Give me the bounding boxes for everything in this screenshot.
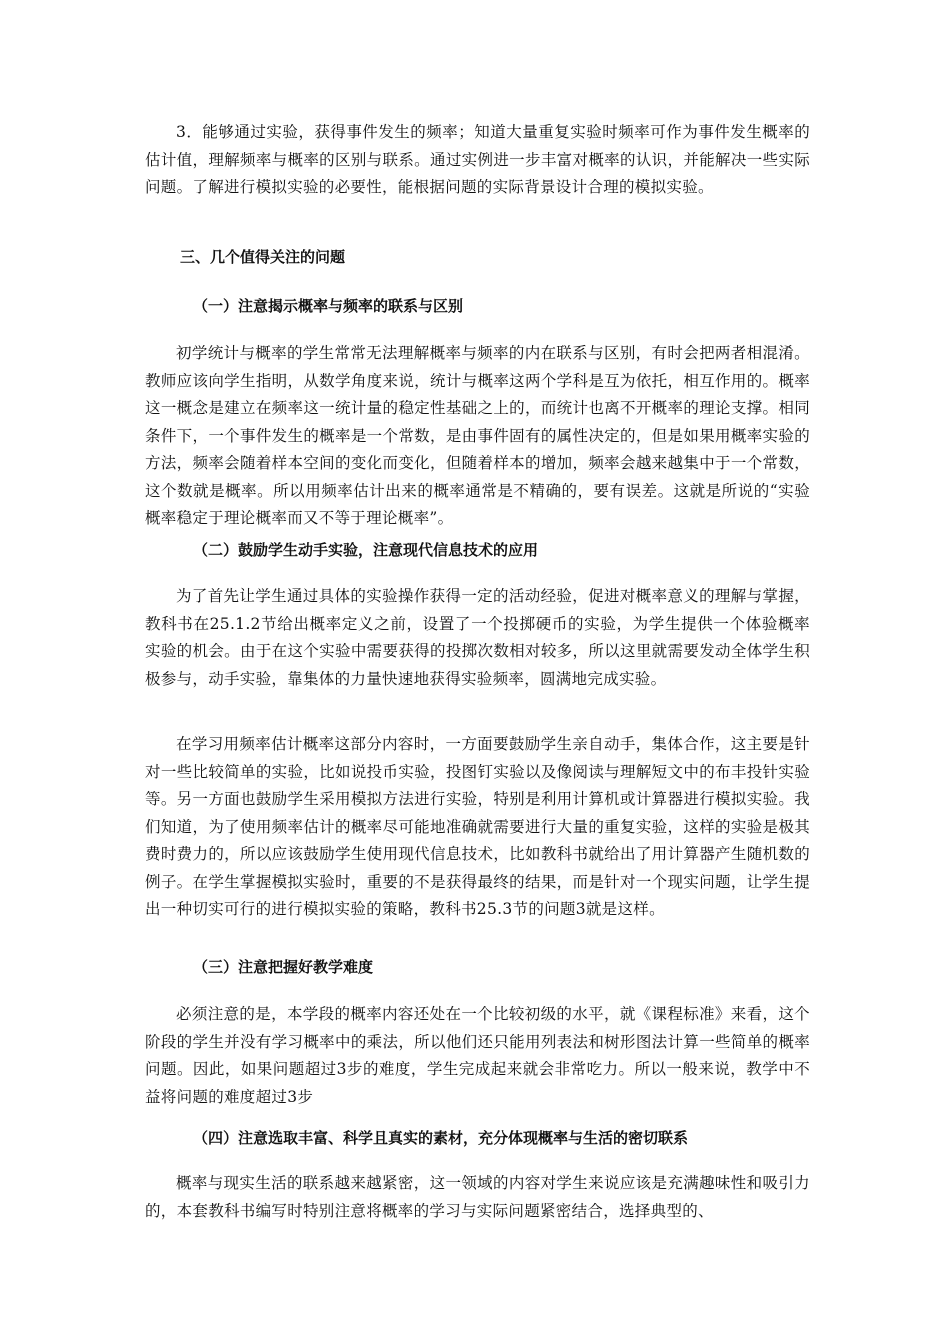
sub-1-heading: （一）注意揭示概率与频率的联系与区别 bbox=[193, 297, 464, 315]
sub-4-block bbox=[145, 1170, 810, 1225]
section-3-heading-block bbox=[180, 244, 345, 271]
sub-3-heading-block bbox=[193, 954, 373, 981]
sub-3-paragraph: 必须注意的是，本学段的概率内容还处在一个比较初级的水平，就《课程标准》来看，这个阶段的学生并没有学习概率中的乘法，所以他们还只能用列表法和树形图法计算一些简单的概率问题。因此，如果问题超过3步的难度，学生完成起来就会非常吃力。所以一般来说，教学中不益将问题的难度超过3步 bbox=[145, 1005, 810, 1106]
section-3-heading: 三、几个值得关注的问题 bbox=[180, 248, 346, 266]
sub-3-heading: （三）注意把握好教学难度 bbox=[193, 958, 374, 976]
sub-2-paragraph-2: 在学习用频率估计概率这部分内容时，一方面要鼓励学生亲自动手，集体合作，这主要是针对一些比较简单的实验，比如说投币实验，投图钉实验以及像阅读与理解短文中的布丰投针实验等。另一方面也鼓励学生采用模拟方法进行实验，特别是利用计算机或计算器进行模拟实验。我们知道，为了使用频率估计的概率尽可能地准确就需要进行大量的重复实验，这样的实验是极其费时费力的，所以应该鼓励学生使用现代信息技术，比如教科书就给出了用计算器产生随机数的例子。在学生掌握模拟实验时，重要的不是获得最终的结果，而是针对一个现实问题，让学生提出一种切实可行的进行模拟实验的策略，教科书25.3节的问题3就是这样。 bbox=[145, 735, 810, 918]
sub-4-heading: （四）注意选取丰富、科学且真实的素材，充分体现概率与生活的密切联系 bbox=[193, 1129, 689, 1147]
sub-1-paragraph: 初学统计与概率的学生常常无法理解概率与频率的内在联系与区别，有时会把两者相混淆。教师应该向学生指明，从数学角度来说，统计与概率这两个学科是互为依托，相互作用的。概率这一概念是建立在频率这一统计量的稳定性基础之上的，而统计也离不开概率的理论支撑。相同条件下，一个事件发生的概率是一个常数，是由事件固有的属性决定的，但是如果用概率实验的方法，频率会随着样本空间的变化而变化，但随着样本的增加，频率会越来越集中于一个常数，这个数就是概率。所以用频率估计出来的概率通常是不精确的，要有误差。这就是所说的“实验概率稳定于理论概率而又不等于理论概率”。 bbox=[145, 344, 810, 527]
item-3-paragraph: 3．能够通过实验，获得事件发生的频率；知道大量重复实验时频率可作为事件发生概率的估计值，理解频率与概率的区别与联系。通过实例进一步丰富对概率的认识，并能解决一些实际问题。了解进行模拟实验的必要性，能根据问题的实际背景设计合理的模拟实验。 bbox=[145, 123, 810, 196]
sub-1-heading-block bbox=[193, 293, 463, 320]
sub-3-block bbox=[145, 1001, 810, 1111]
sub-2-heading-block bbox=[193, 537, 538, 564]
sub-4-paragraph: 概率与现实生活的联系越来越紧密，这一领域的内容对学生来说应该是充满趣味性和吸引力的，本套教科书编写时特别注意将概率的学习与实际问题紧密结合，选择典型的、 bbox=[145, 1174, 810, 1220]
sub-2-block-2 bbox=[145, 731, 810, 924]
sub-2-paragraph-1: 为了首先让学生通过具体的实验操作获得一定的活动经验，促进对概率意义的理解与掌握，教科书在25.1.2节给出概率定义之前，设置了一个投掷硬币的实验，为学生提供一个体验概率实验的机会。由于在这个实验中需要获得的投掷次数相对较多，所以这里就需要发动全体学生积极参与，动手实验，靠集体的力量快速地获得实验频率，圆满地完成实验。 bbox=[145, 587, 810, 688]
sub-2-heading: （二）鼓励学生动手实验，注意现代信息技术的应用 bbox=[193, 541, 539, 559]
sub-4-heading-block bbox=[193, 1125, 688, 1152]
sub-1-block bbox=[145, 340, 810, 533]
item-3-block bbox=[145, 119, 810, 202]
sub-2-block-1 bbox=[145, 583, 810, 693]
